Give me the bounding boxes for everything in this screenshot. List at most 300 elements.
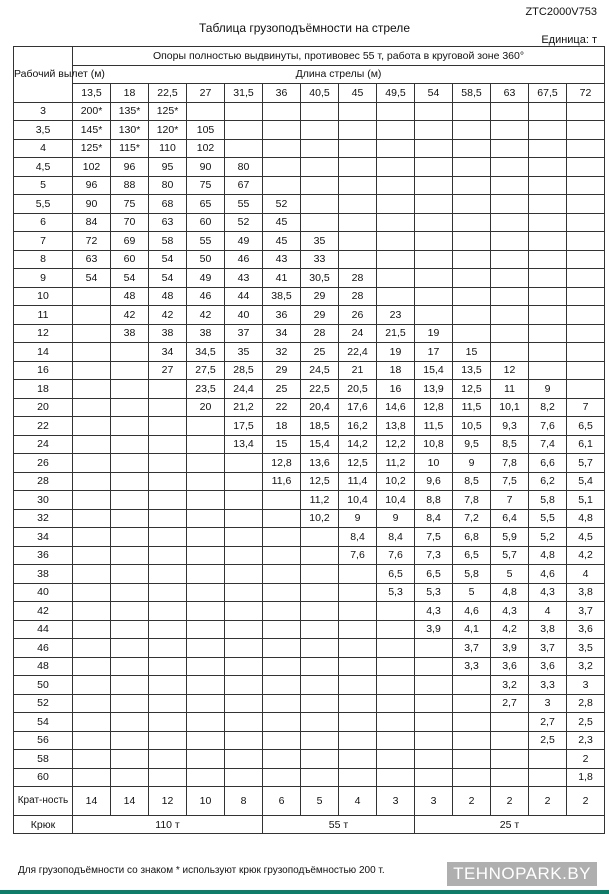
capacity-cell: 14,6 [377,398,415,417]
capacity-cell [567,213,605,232]
capacity-cell [225,583,263,602]
capacity-cell [263,565,301,584]
capacity-cell [377,676,415,695]
capacity-cell: 38,5 [263,287,301,306]
capacity-cell [377,287,415,306]
capacity-cell: 29 [301,287,339,306]
capacity-cell: 120* [149,121,187,140]
capacity-cell: 5,7 [567,454,605,473]
capacity-cell: 9 [453,454,491,473]
capacity-cell [73,768,111,787]
capacity-cell [73,435,111,454]
capacity-cell [377,102,415,121]
capacity-cell: 6,1 [567,435,605,454]
capacity-cell [491,306,529,325]
capacity-cell [187,750,225,769]
capacity-cell [111,417,149,436]
radius-cell: 9 [14,269,73,288]
table-row [14,213,605,232]
capacity-cell [339,676,377,695]
capacity-cell [225,731,263,750]
capacity-cell [263,694,301,713]
capacity-cell: 69 [111,232,149,251]
capacity-cell [453,250,491,269]
capacity-cell: 10,2 [377,472,415,491]
capacity-cell [491,121,529,140]
capacity-cell: 4,6 [529,565,567,584]
boom-length-cell: 54 [415,84,453,103]
capacity-cell: 11,2 [301,491,339,510]
capacity-cell [73,361,111,380]
table-row [14,731,605,750]
capacity-cell [225,639,263,658]
capacity-cell [567,176,605,195]
capacity-cell [187,102,225,121]
capacity-cell: 4,2 [491,620,529,639]
capacity-cell [491,287,529,306]
capacity-cell [529,750,567,769]
capacity-cell [149,565,187,584]
capacity-cell: 32 [263,343,301,362]
capacity-cell [111,602,149,621]
capacity-cell [377,269,415,288]
capacity-cell: 8,8 [415,491,453,510]
capacity-cell: 8,4 [339,528,377,547]
capacity-cell: 46 [187,287,225,306]
capacity-cell [187,768,225,787]
capacity-cell [187,713,225,732]
capacity-cell [301,565,339,584]
capacity-cell [263,121,301,140]
capacity-cell: 12,5 [339,454,377,473]
capacity-cell [339,583,377,602]
capacity-cell [73,306,111,325]
capacity-cell [187,491,225,510]
capacity-cell: 13,4 [225,435,263,454]
capacity-cell [225,102,263,121]
capacity-cell [73,528,111,547]
table-row [14,361,605,380]
capacity-cell: 7,2 [453,509,491,528]
radius-cell: 16 [14,361,73,380]
capacity-cell [73,287,111,306]
capacity-cell: 80 [149,176,187,195]
model-code: ZTC2000V753 [525,6,597,18]
capacity-cell [339,602,377,621]
capacity-cell [567,195,605,214]
capacity-cell: 8,5 [453,472,491,491]
multiplicity-label: Крат-ность [14,787,73,816]
capacity-cell: 6,5 [377,565,415,584]
boom-length-cell: 22,5 [149,84,187,103]
capacity-cell [567,121,605,140]
table-row [14,750,605,769]
capacity-cell [149,694,187,713]
capacity-cell: 17 [415,343,453,362]
capacity-cell: 18,5 [301,417,339,436]
capacity-cell [339,176,377,195]
capacity-cell [491,213,529,232]
capacity-cell: 11,5 [453,398,491,417]
capacity-cell: 67 [225,176,263,195]
multiplicity-cell: 14 [111,787,149,816]
capacity-cell: 12,5 [453,380,491,399]
capacity-cell [263,750,301,769]
capacity-cell [73,491,111,510]
capacity-cell [225,565,263,584]
capacity-cell: 14,2 [339,435,377,454]
multiplicity-cell: 2 [453,787,491,816]
capacity-cell [453,676,491,695]
capacity-cell [225,602,263,621]
table-row [14,324,605,343]
capacity-cell: 2,7 [529,713,567,732]
capacity-cell: 3,8 [529,620,567,639]
capacity-cell: 58 [149,232,187,251]
multiplicity-cell: 10 [187,787,225,816]
table-row [14,250,605,269]
capacity-cell: 5,7 [491,546,529,565]
table-row [14,620,605,639]
capacity-cell: 22,5 [301,380,339,399]
table-row [14,694,605,713]
capacity-cell [225,657,263,676]
capacity-cell [111,491,149,510]
capacity-cell [529,213,567,232]
capacity-cell: 38 [187,324,225,343]
capacity-cell [149,435,187,454]
capacity-cell [377,639,415,658]
capacity-cell [415,750,453,769]
capacity-cell [567,324,605,343]
capacity-cell [453,102,491,121]
capacity-cell: 13,6 [301,454,339,473]
capacity-cell: 5,9 [491,528,529,547]
capacity-cell [263,102,301,121]
capacity-cell [73,417,111,436]
capacity-cell [529,232,567,251]
capacity-cell [453,232,491,251]
capacity-cell [111,380,149,399]
radius-cell: 42 [14,602,73,621]
radius-cell: 50 [14,676,73,695]
capacity-cell [187,583,225,602]
capacity-cell [339,657,377,676]
capacity-cell: 10 [415,454,453,473]
capacity-cell [263,583,301,602]
capacity-cell [263,176,301,195]
capacity-cell [301,694,339,713]
capacity-cell: 12,2 [377,435,415,454]
capacity-cell [73,565,111,584]
capacity-cell: 130* [111,121,149,140]
capacity-cell [339,139,377,158]
radius-cell: 4,5 [14,158,73,177]
capacity-cell [225,768,263,787]
capacity-cell [111,361,149,380]
capacity-cell: 4,6 [453,602,491,621]
capacity-cell [453,750,491,769]
capacity-cell [263,602,301,621]
capacity-cell [491,768,529,787]
capacity-cell [225,491,263,510]
capacity-cell: 105 [187,121,225,140]
capacity-cell [263,528,301,547]
capacity-cell [529,121,567,140]
capacity-cell [453,176,491,195]
radius-cell: 44 [14,620,73,639]
capacity-cell: 52 [225,213,263,232]
capacity-cell [149,731,187,750]
capacity-cell [491,750,529,769]
capacity-cell [301,195,339,214]
capacity-cell [149,657,187,676]
capacity-cell [149,509,187,528]
capacity-cell [415,121,453,140]
capacity-cell: 2,8 [567,694,605,713]
radius-cell: 11 [14,306,73,325]
capacity-cell: 17,5 [225,417,263,436]
capacity-cell [187,565,225,584]
capacity-cell [491,176,529,195]
capacity-cell [453,158,491,177]
capacity-cell [263,657,301,676]
table-row [14,509,605,528]
capacity-cell [415,213,453,232]
capacity-cell: 5,8 [529,491,567,510]
capacity-cell [377,750,415,769]
radius-cell: 32 [14,509,73,528]
condition-header: Опоры полностью выдвинуты, противовес 55 т, работа в круговой зоне 360° [73,47,605,66]
capacity-cell: 35 [301,232,339,251]
capacity-cell: 21,2 [225,398,263,417]
boom-length-cell: 36 [263,84,301,103]
radius-cell: 4 [14,139,73,158]
capacity-cell: 4,5 [567,528,605,547]
capacity-cell: 7,5 [415,528,453,547]
capacity-cell: 72 [73,232,111,251]
capacity-cell [73,380,111,399]
capacity-cell [567,343,605,362]
capacity-cell: 110 [149,139,187,158]
capacity-cell: 8,4 [377,528,415,547]
capacity-cell [301,602,339,621]
capacity-cell [111,639,149,658]
capacity-cell [111,620,149,639]
capacity-cell: 24 [339,324,377,343]
capacity-cell: 54 [149,269,187,288]
capacity-cell [377,768,415,787]
multiplicity-cell: 2 [491,787,529,816]
table-row [14,176,605,195]
capacity-cell: 102 [187,139,225,158]
capacity-cell: 34 [149,343,187,362]
capacity-cell: 26 [339,306,377,325]
capacity-cell [111,528,149,547]
capacity-cell: 25 [301,343,339,362]
capacity-cell: 10,4 [339,491,377,510]
capacity-cell: 4,8 [529,546,567,565]
capacity-cell [111,546,149,565]
capacity-cell: 3,6 [491,657,529,676]
capacity-cell [301,676,339,695]
capacity-cell [415,158,453,177]
capacity-cell: 8,2 [529,398,567,417]
capacity-cell [453,287,491,306]
capacity-cell [73,694,111,713]
capacity-cell [339,713,377,732]
radius-cell: 58 [14,750,73,769]
capacity-cell: 19 [415,324,453,343]
capacity-cell [339,731,377,750]
capacity-cell [415,657,453,676]
capacity-cell [111,343,149,362]
capacity-cell [149,768,187,787]
capacity-cell [149,417,187,436]
capacity-cell: 3,7 [529,639,567,658]
capacity-cell: 42 [111,306,149,325]
capacity-cell [149,380,187,399]
capacity-cell [529,343,567,362]
capacity-cell [149,713,187,732]
capacity-cell: 200* [73,102,111,121]
capacity-cell: 68 [149,195,187,214]
capacity-cell [187,509,225,528]
capacity-cell [377,195,415,214]
capacity-cell: 54 [149,250,187,269]
capacity-cell: 34,5 [187,343,225,362]
capacity-cell: 3,8 [567,583,605,602]
capacity-cell: 7,6 [377,546,415,565]
capacity-cell [567,139,605,158]
capacity-cell: 27,5 [187,361,225,380]
capacity-cell [301,731,339,750]
capacity-cell: 12 [491,361,529,380]
capacity-cell [491,195,529,214]
capacity-cell: 3 [529,694,567,713]
capacity-cell: 46 [225,250,263,269]
boom-length-cell: 49,5 [377,84,415,103]
load-chart-table [13,46,605,834]
capacity-cell: 4,3 [415,602,453,621]
boom-length-cell: 18 [111,84,149,103]
capacity-cell [73,398,111,417]
multiplicity-cell: 5 [301,787,339,816]
capacity-cell: 4,8 [567,509,605,528]
capacity-cell: 21 [339,361,377,380]
capacity-cell [529,768,567,787]
capacity-cell: 12,8 [263,454,301,473]
capacity-cell [415,269,453,288]
capacity-cell: 6,5 [453,546,491,565]
capacity-cell: 9 [377,509,415,528]
capacity-cell [453,195,491,214]
boom-length-cell: 67,5 [529,84,567,103]
capacity-cell [149,602,187,621]
capacity-cell: 4,1 [453,620,491,639]
capacity-cell [301,121,339,140]
capacity-cell: 33 [301,250,339,269]
capacity-cell: 4,3 [491,602,529,621]
capacity-cell [301,750,339,769]
capacity-cell [73,731,111,750]
capacity-cell: 96 [111,158,149,177]
capacity-cell [453,768,491,787]
capacity-cell: 6,6 [529,454,567,473]
capacity-cell [529,269,567,288]
capacity-cell: 3,7 [453,639,491,658]
capacity-cell [301,139,339,158]
capacity-cell [225,676,263,695]
radius-cell: 52 [14,694,73,713]
capacity-cell [73,713,111,732]
boom-length-header: Длина стрелы (м) [73,65,605,84]
capacity-cell [529,158,567,177]
capacity-cell: 10,5 [453,417,491,436]
table-row [14,417,605,436]
capacity-cell [263,639,301,658]
capacity-cell [301,528,339,547]
table-row [14,435,605,454]
radius-cell: 46 [14,639,73,658]
capacity-cell [529,102,567,121]
capacity-cell [377,213,415,232]
capacity-cell: 52 [263,195,301,214]
radius-cell: 60 [14,768,73,787]
capacity-cell: 48 [111,287,149,306]
capacity-cell [301,213,339,232]
capacity-cell [567,287,605,306]
capacity-cell [73,657,111,676]
radius-cell: 24 [14,435,73,454]
capacity-cell: 5,1 [567,491,605,510]
multiplicity-cell: 3 [415,787,453,816]
hook-cell: 110 т [73,816,263,834]
capacity-cell [149,676,187,695]
capacity-cell [73,583,111,602]
capacity-cell [187,417,225,436]
capacity-cell [263,509,301,528]
capacity-cell [415,306,453,325]
capacity-cell [415,287,453,306]
capacity-cell: 8,5 [491,435,529,454]
capacity-cell: 5,2 [529,528,567,547]
multiplicity-cell: 8 [225,787,263,816]
capacity-cell [225,713,263,732]
capacity-cell: 125* [73,139,111,158]
capacity-cell [111,398,149,417]
capacity-cell: 7,4 [529,435,567,454]
capacity-cell: 6,4 [491,509,529,528]
capacity-cell [73,509,111,528]
capacity-cell: 7,8 [453,491,491,510]
capacity-cell [377,139,415,158]
table-row [14,676,605,695]
capacity-cell: 9,3 [491,417,529,436]
capacity-cell: 135* [111,102,149,121]
capacity-cell: 24,5 [301,361,339,380]
capacity-cell [111,435,149,454]
capacity-cell [339,620,377,639]
capacity-cell: 6,2 [529,472,567,491]
capacity-cell: 7,6 [529,417,567,436]
capacity-cell [301,768,339,787]
capacity-cell: 4 [529,602,567,621]
capacity-cell [453,694,491,713]
capacity-cell [73,454,111,473]
capacity-cell: 5 [453,583,491,602]
capacity-cell: 11,5 [415,417,453,436]
